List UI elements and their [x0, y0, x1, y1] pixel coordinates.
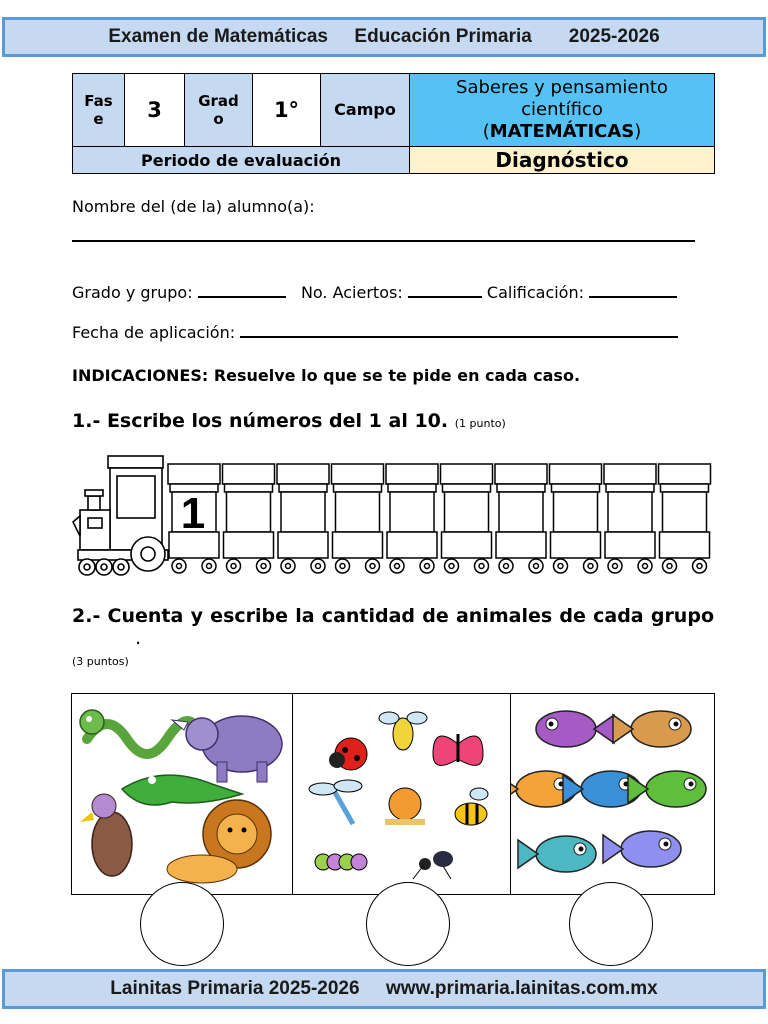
- fish-icon: [603, 831, 681, 867]
- animal-panel-fish: [510, 693, 715, 895]
- train-wagon[interactable]: [441, 464, 493, 573]
- train-wagon[interactable]: [604, 464, 656, 573]
- question-1-points: (1 punto): [454, 417, 506, 430]
- info-table: [72, 73, 715, 174]
- fish-icon: [613, 711, 691, 747]
- fish-icon: [518, 836, 596, 872]
- train-wagon[interactable]: [659, 464, 711, 573]
- calificacion-label: Calificación:: [486, 283, 590, 302]
- train-wagon[interactable]: [386, 464, 438, 573]
- animal-panel-wild: [71, 693, 293, 895]
- nombre-answer-line[interactable]: [72, 240, 695, 242]
- instructions: INDICACIONES: Resuelve lo que se te pide en cada caso.: [72, 366, 581, 385]
- caterpillar-icon: [315, 854, 367, 870]
- question-2-points: (3 puntos): [72, 655, 129, 668]
- train-wagon[interactable]: [332, 464, 384, 573]
- nombre-label: Nombre del (de la) alumno(a):: [72, 197, 315, 216]
- grado-grupo-row: [72, 282, 677, 302]
- first-number: 1: [180, 489, 206, 538]
- insects-art: [293, 694, 511, 894]
- fase-label: Fas e: [73, 74, 125, 147]
- vulture-icon: [80, 794, 132, 876]
- school-year: 2025-2026: [568, 26, 660, 47]
- fecha-row: [72, 322, 678, 342]
- grado-grupo-blank[interactable]: [198, 282, 286, 298]
- fecha-blank[interactable]: [240, 322, 678, 338]
- fish-icon: [628, 771, 706, 807]
- train-wagon[interactable]: [223, 464, 275, 573]
- campo-line-1: Saberes y pensamiento: [456, 77, 668, 98]
- exam-title: Examen de Matemáticas: [108, 26, 329, 47]
- fly-icon: [379, 712, 427, 750]
- campo-label: Campo: [321, 74, 410, 147]
- fase-value: 3: [125, 74, 185, 147]
- fecha-label: Fecha de aplicación:: [72, 323, 241, 342]
- wagons: [168, 464, 711, 573]
- train-wagon[interactable]: [277, 464, 329, 573]
- ladybug-icon: [329, 738, 367, 770]
- footer-url: www.primaria.lainitas.com.mx: [385, 978, 658, 999]
- question-2-tail: .: [135, 627, 142, 649]
- footer-banner: [2, 969, 766, 1009]
- campo-value: [410, 74, 715, 147]
- snail-icon: [385, 788, 425, 822]
- locomotive: [73, 456, 168, 575]
- wild-animals-art: [72, 694, 292, 894]
- campo-line-2: científico: [521, 99, 603, 120]
- snake-icon: [80, 710, 197, 754]
- train-wagon[interactable]: [495, 464, 547, 573]
- header-banner: [2, 17, 766, 57]
- campo-subject: MATEMÁTICAS: [489, 121, 635, 142]
- lion-icon: [167, 800, 271, 883]
- bee-icon: [455, 788, 488, 825]
- periodo-label: Periodo de evaluación: [73, 147, 410, 174]
- question-1-text: 1.- Escribe los números del 1 al 10.: [72, 410, 449, 432]
- answer-circle-fish[interactable]: [569, 882, 653, 966]
- butterfly-icon: [433, 734, 483, 765]
- animal-panel-insects: [292, 693, 512, 895]
- aciertos-label: No. Aciertos:: [300, 283, 408, 302]
- answer-circle-insects[interactable]: [366, 882, 450, 966]
- train-wagon[interactable]: [550, 464, 602, 573]
- fish-icon: [536, 711, 614, 747]
- dragonfly-icon: [309, 780, 362, 824]
- aciertos-blank[interactable]: [408, 282, 482, 298]
- grado-label: Grad o: [185, 74, 253, 147]
- grado-grupo-label: Grado y grupo:: [72, 283, 198, 302]
- footer-brand: Lainitas Primaria 2025-2026: [110, 978, 360, 999]
- ant-icon: [413, 851, 453, 879]
- rhino-icon: [172, 716, 282, 782]
- fish-art: [511, 694, 714, 894]
- question-1: [72, 410, 506, 432]
- calificacion-blank[interactable]: [589, 282, 677, 298]
- answer-circle-wild[interactable]: [140, 882, 224, 966]
- grado-value: 1°: [253, 74, 321, 147]
- train-illustration: [0, 450, 768, 590]
- question-2-text: 2.- Cuenta y escribe la cantidad de animales de cada grupo: [72, 605, 714, 627]
- education-level: Educación Primaria: [354, 26, 532, 47]
- campo-subject-line: (MATEMÁTICAS): [482, 121, 642, 142]
- periodo-value: Diagnóstico: [410, 147, 715, 174]
